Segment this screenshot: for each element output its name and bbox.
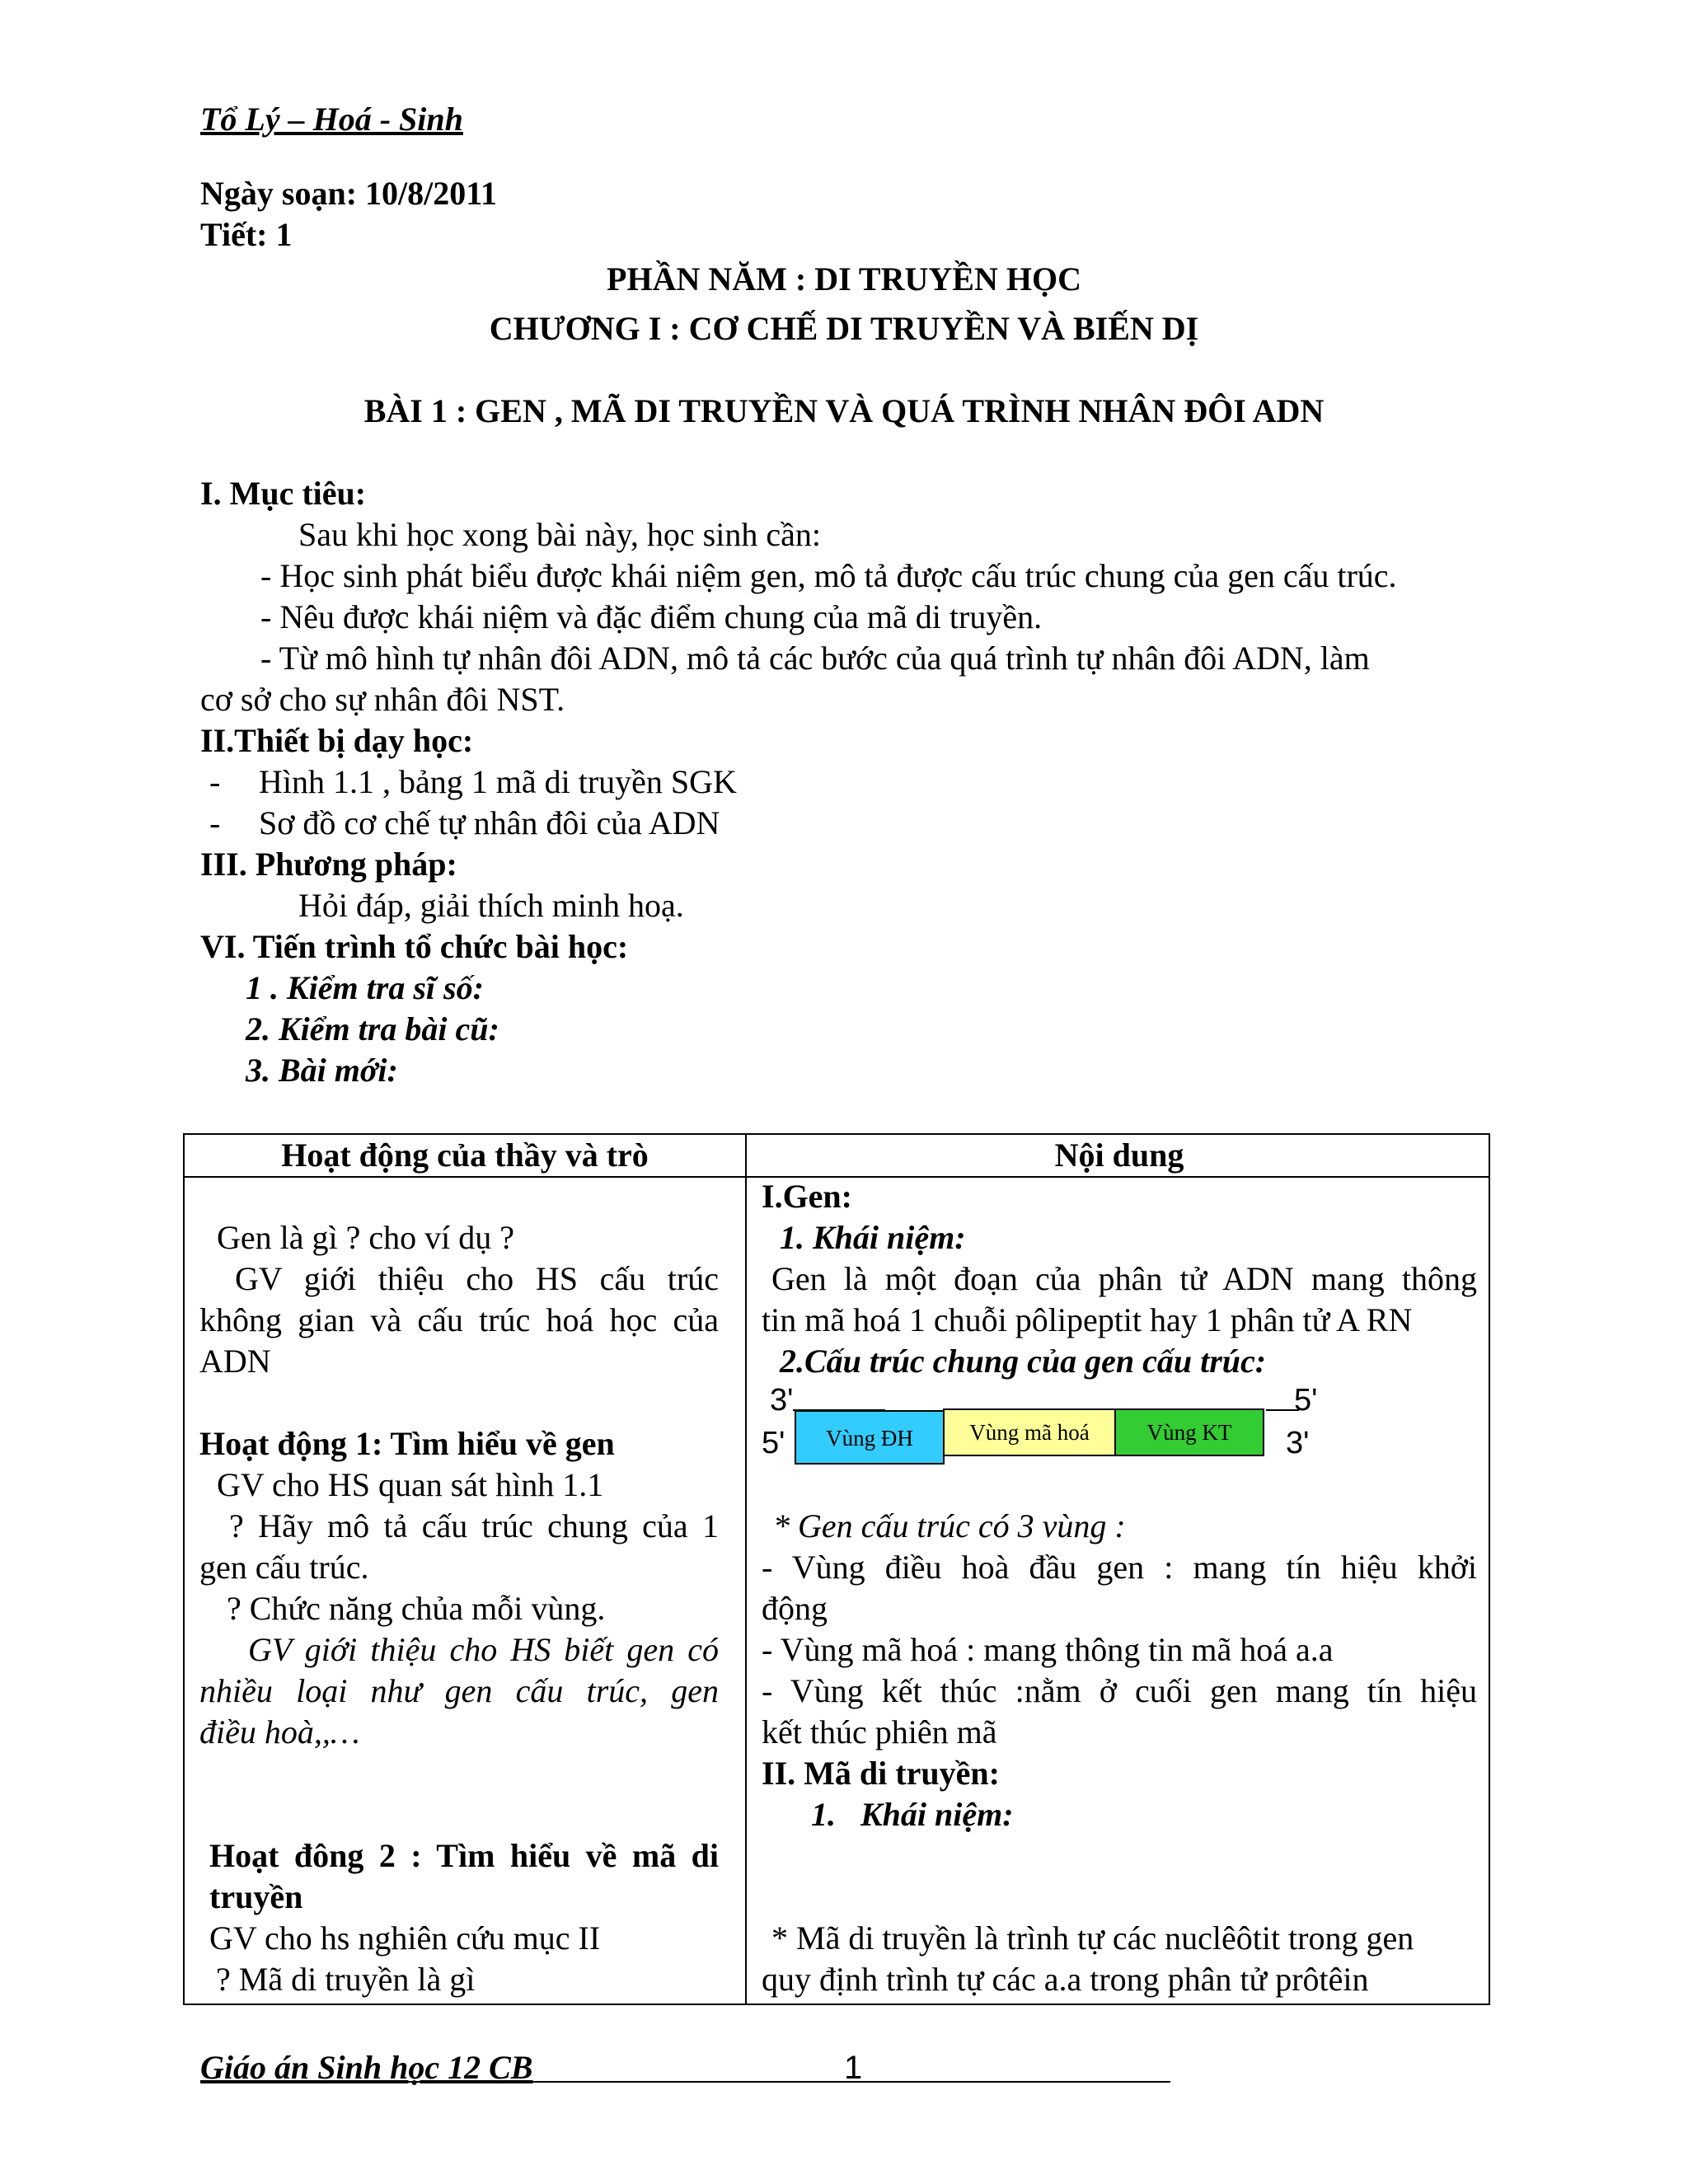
column-header-activities: Hoạt động của thầy và trò: [281, 1137, 649, 1174]
section-genetic-code: II. Mã di truyền:: [762, 1755, 1000, 1792]
teacher-note: nhiều loại như gen cấu trúc, gen: [199, 1672, 719, 1709]
strand-line: [1266, 1409, 1299, 1411]
objectives-intro: Sau khi học xong bài này, học sinh cần:: [298, 516, 821, 553]
activity-2-heading: Hoạt đông 2 : Tìm hiểu về mã di: [209, 1837, 719, 1874]
activity-1-label: Hoạt động 1: [199, 1425, 372, 1462]
section-gene: I.Gen:: [762, 1178, 852, 1215]
column-header-content: Nội dung: [1054, 1137, 1184, 1174]
region-description: động: [762, 1590, 828, 1627]
teacher-note: GV giới thiệu cho HS cấu trúc: [235, 1260, 719, 1297]
subsection-structure: 2.Cấu trúc chung của gen cấu trúc:: [780, 1343, 1267, 1380]
activity-1-heading: [199, 1423, 615, 1465]
method-heading: III. Phương pháp:: [200, 846, 457, 883]
equipment-item: Hình 1.1 , bảng 1 mã di truyền SGK: [259, 763, 737, 800]
activity-2-heading: truyền: [209, 1878, 303, 1915]
teacher-note: GV cho HS quan sát hình 1.1: [217, 1466, 604, 1503]
objectives-heading: I. Mục tiêu:: [200, 475, 367, 512]
lesson-title: BÀI 1 : GEN , MÃ DI TRUYỀN VÀ QUÁ TRÌNH NHÂN ĐÔI ADN: [363, 392, 1325, 429]
region-description: - Vùng điều hoà đầu gen : mang tín hiệu khởi: [762, 1549, 1477, 1586]
regions-title: * Gen cấu trúc có 3 vùng :: [773, 1507, 1126, 1544]
objective-item: - Nêu được khái niệm và đặc điểm chung của mã di truyền.: [260, 598, 1043, 635]
strand-end-label: 3': [770, 1383, 794, 1418]
period-line: Tiết: 1: [200, 216, 293, 253]
process-heading: VI. Tiến trình tổ chức bài học:: [200, 928, 629, 965]
region-description: - Vùng mã hoá : mang thông tin mã hoá a.a: [762, 1631, 1334, 1668]
activity-1-title: : Tìm hiểu về gen: [371, 1425, 615, 1462]
question-code: ? Mã di truyền là gì: [216, 1961, 476, 1998]
process-step: 1 . Kiểm tra sĩ số:: [246, 969, 484, 1006]
question-function: ? Chức năng chủa mỗi vùng.: [227, 1590, 606, 1627]
chapter-title: CHƯƠNG I : CƠ CHẾ DI TRUYỀN VÀ BIẾN DỊ: [489, 310, 1199, 347]
column-divider: [745, 1135, 747, 2004]
teacher-note: ADN: [199, 1343, 271, 1380]
objective-item: cơ sở cho sự nhân đôi NST.: [200, 681, 565, 718]
regulatory-region-box: Vùng ĐH: [795, 1410, 945, 1465]
genetic-code-definition: * Mã di truyền là trình tự các nuclêôtit trong gen: [771, 1919, 1414, 1957]
gene-definition: Gen là một đoạn của phân tử ADN mang thông: [771, 1260, 1477, 1297]
equipment-bullet: -: [209, 763, 221, 800]
date-line: Ngày soạn: 10/8/2011: [200, 175, 498, 212]
question-structure: gen cấu trúc.: [199, 1549, 369, 1586]
lesson-table: [183, 1133, 1490, 2005]
termination-region-box: Vùng KT: [1114, 1408, 1264, 1456]
region-description: kết thúc phiên mã: [762, 1713, 997, 1750]
strand-end-label: 5': [762, 1426, 785, 1460]
region-description: - Vùng kết thúc :nằm ở cuối gen mang tín hiệu: [762, 1672, 1477, 1709]
gene-definition: tin mã hoá 1 chuỗi pôlipeptit hay 1 phân tử A RN: [762, 1301, 1413, 1338]
teacher-note: không gian và cấu trúc hoá học của: [199, 1301, 719, 1338]
objective-item: - Học sinh phát biểu được khái niệm gen, mô tả được cấu trúc chung của gen cấu trúc.: [260, 557, 1397, 594]
process-step: 2. Kiểm tra bài cũ:: [246, 1010, 499, 1047]
equipment-item: Sơ đồ cơ chế tự nhân đôi của ADN: [259, 804, 720, 841]
teacher-note: GV giới thiệu cho HS biết gen có: [248, 1631, 719, 1668]
equipment-heading: II.Thiết bị dạy học:: [200, 722, 474, 759]
method-text: Hỏi đáp, giải thích minh hoạ.: [298, 887, 684, 924]
teacher-note: điều hoà,,…: [199, 1713, 360, 1750]
equipment-bullet: -: [209, 804, 221, 841]
department-header: Tổ Lý – Hoá - Sinh: [200, 101, 463, 138]
genetic-code-definition: quy định trình tự các a.a trong phân tử prôtêin: [762, 1961, 1369, 1998]
process-step: 3. Bài mới:: [246, 1052, 398, 1089]
footer-title: Giáo án Sinh học 12 CB: [200, 2049, 533, 2086]
part-title: PHẦN NĂM : DI TRUYỀN HỌC: [607, 260, 1081, 298]
objective-item: - Từ mô hình tự nhân đôi ADN, mô tả các bước của quá trình tự nhân đôi ADN, làm: [260, 640, 1370, 677]
page-number: 1: [844, 2050, 863, 2086]
question-gene: Gen là gì ? cho ví dụ ?: [217, 1219, 514, 1256]
question-structure: ? Hãy mô tả cấu trúc chung của 1: [229, 1507, 719, 1544]
teacher-note: GV cho hs nghiên cứu mục II: [209, 1919, 601, 1957]
subsection-concept: 1. Khái niệm:: [780, 1219, 966, 1256]
strand-end-label: 3': [1286, 1426, 1310, 1460]
subsection-concept: 1. Khái niệm:: [811, 1796, 1014, 1833]
coding-region-box: Vùng mã hoá: [943, 1408, 1116, 1456]
strand-end-label: 5': [1294, 1383, 1318, 1418]
